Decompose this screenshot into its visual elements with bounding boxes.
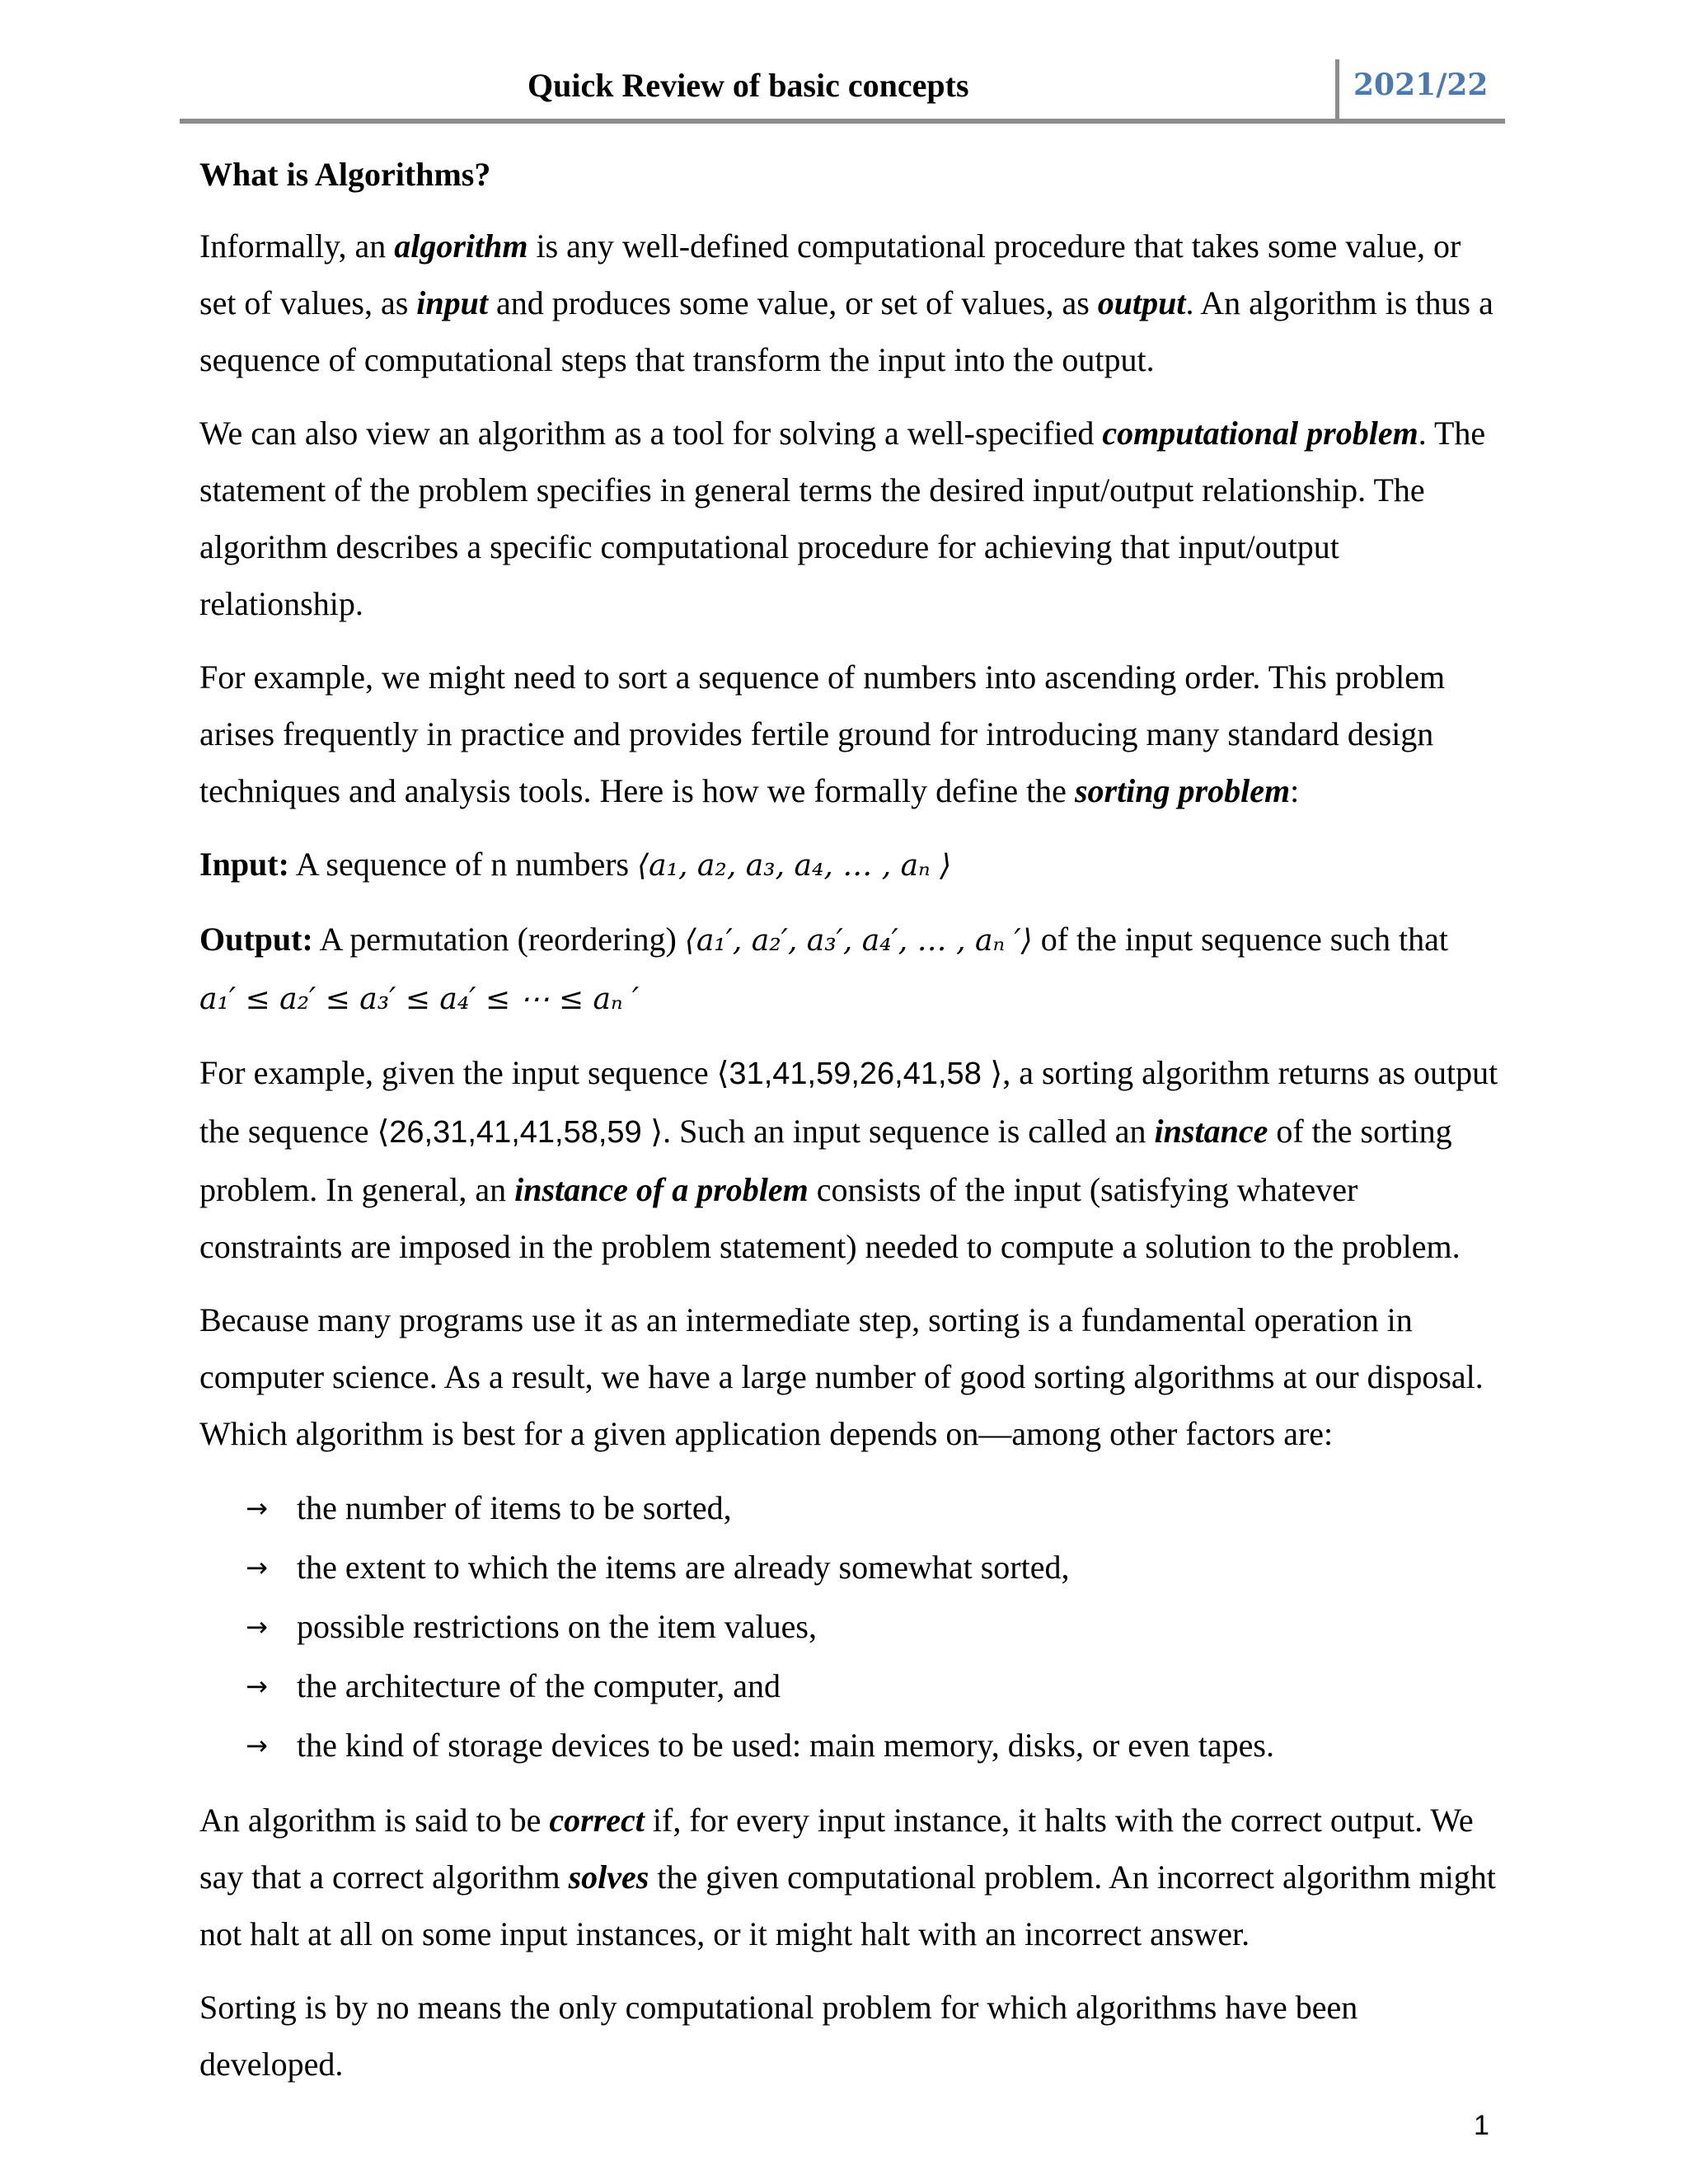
list-item: [246, 1716, 1502, 1775]
paragraph-definition: [199, 218, 1502, 388]
list-item: [246, 1538, 1502, 1597]
paragraph-instance: [199, 1044, 1502, 1275]
term-algorithm: algorithm: [394, 227, 528, 265]
text: . Such an input sequence is called an: [663, 1113, 1155, 1150]
header-separator: [1335, 59, 1339, 120]
term-computational-problem: computational problem: [1102, 415, 1418, 452]
input-definition: [199, 836, 1502, 894]
text: A permutation (reordering): [312, 921, 685, 958]
output-sequence-math: ⟨a₁′, a₂′, a₃′, a₄′, … , aₙ ′⟩: [684, 924, 1033, 958]
term-correct: correct: [549, 1802, 645, 1839]
text: , a sorting algorithm returns as output the sequence: [199, 1054, 1498, 1150]
text: Informally, an: [199, 227, 395, 265]
list-item-text: the kind of storage devices to be used: main memory, disks, or even tapes.: [297, 1727, 1274, 1764]
text: :: [1290, 772, 1300, 809]
example-input-sequence: ⟨31,41,59,26,41,58 ⟩: [716, 1057, 1003, 1091]
arrow-icon: →: [246, 1552, 268, 1583]
arrow-icon: →: [246, 1611, 268, 1643]
paragraph-computational-problem: [199, 405, 1502, 632]
text: is any well-defined computational procedure that takes some value, or set of values, as: [199, 227, 1461, 321]
output-definition: [199, 911, 1502, 1028]
input-label: Input:: [199, 846, 289, 883]
document-body: [199, 150, 1502, 2109]
term-instance: instance: [1154, 1113, 1268, 1150]
list-item: [246, 1657, 1502, 1716]
paragraph-sorting-importance: Because many programs use it as an intermediate step, sorting is a fundamental operation in computer science. As a result, we have a large number of good sorting algorithms at our disposal. Which algorithm is best for a given application depends on—among other factors are:: [199, 1301, 1484, 1452]
arrow-icon: →: [246, 1671, 268, 1702]
list-item-text: the number of items to be sorted,: [297, 1489, 732, 1526]
text: of the sorting problem. In general, an: [199, 1113, 1452, 1208]
text: An algorithm is said to be: [199, 1802, 550, 1839]
ordering-inequality: a₁′ ≤ a₂′ ≤ a₃′ ≤ a₄′ ≤ ⋯ ≤ aₙ ′: [199, 982, 640, 1016]
text: of the input sequence such that: [1032, 921, 1449, 958]
text: . An algorithm is thus a sequence of computational steps that transform the input into the output.: [199, 284, 1493, 378]
section-heading: What is Algorithms?: [199, 156, 491, 193]
text: We can also view an algorithm as a tool for solving a well-specified: [199, 415, 1103, 452]
term-sorting-problem: sorting problem: [1074, 772, 1291, 809]
list-item-text: possible restrictions on the item values,: [297, 1608, 817, 1645]
list-item: [246, 1479, 1502, 1538]
text: the given computational problem. An incorrect algorithm might not halt at all on some input instances, or it might halt with an incorrect answer.: [199, 1858, 1496, 1952]
input-sequence-math: ⟨a₁, a₂, a₃, a₄, … , aₙ ⟩: [637, 849, 952, 883]
header-rule: [180, 119, 1505, 124]
paragraph-sorting-example: [199, 649, 1502, 819]
text: For example, given the input sequence: [199, 1054, 717, 1091]
list-item-text: the extent to which the items are already somewhat sorted,: [297, 1549, 1070, 1586]
term-instance-of-a-problem: instance of a problem: [514, 1171, 809, 1208]
output-label: Output:: [199, 921, 313, 958]
paragraph-closing: Sorting is by no means the only computational problem for which algorithms have been developed.: [199, 1989, 1358, 2083]
page-header-title: Quick Review of basic concepts: [528, 67, 969, 104]
page-number: 1: [1474, 2110, 1489, 2141]
header-year: 2021/22: [1353, 68, 1489, 102]
text: . The statement of the problem specifies in general terms the desired input/output relationship. The algorithm describes a specific computational procedure for achieving that input/output relationship.: [199, 415, 1486, 622]
text: consists of the input (satisfying whatever constraints are imposed in the problem statement) needed to compute a solution to the problem.: [199, 1171, 1461, 1265]
paragraph-correctness: [199, 1792, 1502, 1962]
list-item-text: the architecture of the computer, and: [297, 1667, 781, 1704]
term-output: output: [1097, 284, 1186, 321]
term-input: input: [416, 284, 488, 321]
arrow-icon: →: [246, 1730, 268, 1761]
text: and produces some value, or set of values, as: [487, 284, 1098, 321]
example-output-sequence: ⟨26,31,41,41,58,59 ⟩: [377, 1115, 663, 1150]
list-item: [246, 1597, 1502, 1657]
term-solves: solves: [568, 1858, 649, 1896]
text: if, for every input instance, it halts with the correct output. We say that a correct algorithm: [199, 1802, 1474, 1896]
text: A sequence of n numbers: [288, 846, 638, 883]
arrow-icon: →: [246, 1493, 268, 1524]
text: For example, we might need to sort a sequence of numbers into ascending order. This problem arises frequently in practice and provides fertile ground for introducing many standard design techniques and analysis tools. Here is how we formally define the: [199, 658, 1446, 809]
factors-list: [199, 1479, 1502, 1775]
